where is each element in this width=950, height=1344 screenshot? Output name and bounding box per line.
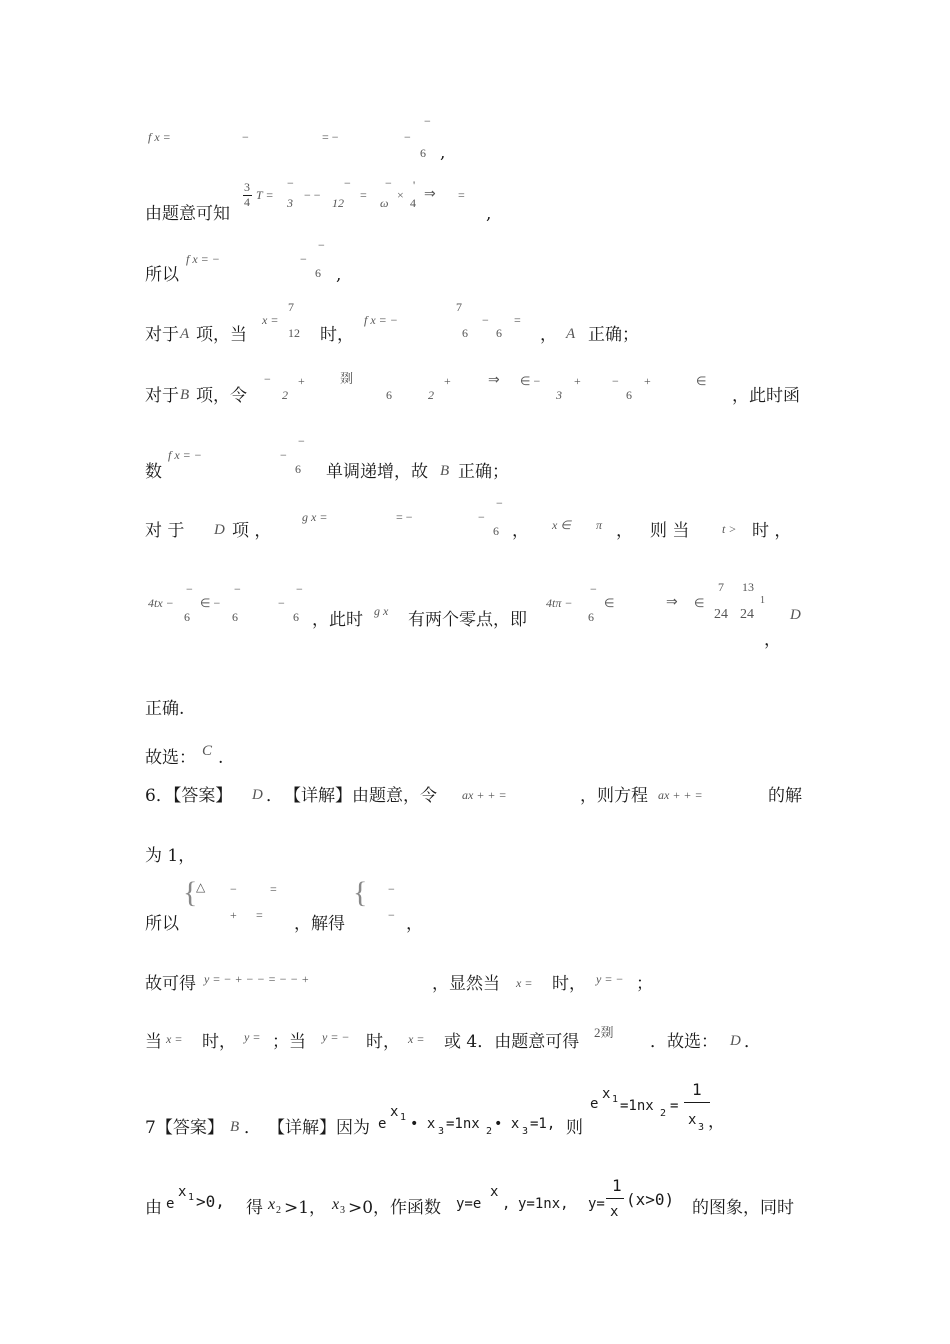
text: 的图象，同时 <box>692 1198 794 1218</box>
math-eq: = <box>670 1098 679 1114</box>
text: >0，作函数 <box>348 1198 442 1218</box>
math-times: × <box>397 188 404 202</box>
math-B: B <box>230 1119 240 1135</box>
math-plus: + <box>644 374 651 388</box>
math-six: 6 <box>386 388 392 402</box>
text: 由题意可知 <box>145 204 230 224</box>
math-minus: − <box>388 882 395 896</box>
math-plus: + <box>298 374 305 388</box>
math-C: C <box>202 743 213 759</box>
question-number: 7【答案】 <box>145 1118 224 1138</box>
text: ；当 <box>272 1032 306 1052</box>
math-one: 1 <box>760 595 765 606</box>
fraction-bar <box>684 1102 710 1103</box>
math-y-eq-1nx: y=1nx, <box>518 1196 569 1212</box>
math-minus: − <box>300 252 307 266</box>
math-minus: − <box>278 596 285 610</box>
math-plus: + <box>444 374 451 388</box>
math-in: ∈ <box>696 374 707 388</box>
math-four: 4 <box>244 195 250 209</box>
text: ． <box>244 1118 261 1138</box>
math-six: 6 <box>293 610 299 624</box>
math-six: 6 <box>184 610 190 624</box>
text: 时， <box>552 974 586 994</box>
text: 单调递增，故 <box>326 462 428 482</box>
math-one: 1 <box>612 1176 622 1195</box>
text: ． <box>744 1032 761 1052</box>
math-brace: { <box>183 876 198 909</box>
math-24: 24 <box>740 607 754 622</box>
math-eq: = <box>360 188 367 202</box>
math-six: 6 <box>295 462 301 476</box>
text: 或 4．由题意可得 <box>444 1032 580 1052</box>
math-sub: 1 <box>188 1192 195 1203</box>
math-sub: 2 <box>276 1205 281 1216</box>
text: 数 <box>145 462 162 482</box>
math-six: 6 <box>588 610 594 624</box>
math-minus: − <box>482 313 489 327</box>
math-minus: − <box>264 372 271 386</box>
math-k: 剟 <box>340 371 354 386</box>
text: 则 当 <box>650 521 690 541</box>
math-sub: 3 <box>522 1126 529 1137</box>
math-six: 6 <box>232 610 238 624</box>
math-4tpi: 4tπ − <box>546 596 573 610</box>
math-gx: g x = <box>302 510 328 524</box>
text: 时， <box>320 325 354 345</box>
text: 项，令 <box>196 386 247 406</box>
math-eq: = <box>458 188 465 202</box>
comma: , <box>440 143 446 163</box>
math-gx: g x <box>374 604 389 618</box>
text: 【详解】由题意，令 <box>284 786 437 806</box>
math-minus: − <box>404 130 411 144</box>
text: 时， <box>202 1032 236 1052</box>
math-three: 3 <box>244 180 250 194</box>
math-sub: 1 <box>612 1094 619 1105</box>
math-y-expression: y = − + − − = − − + <box>204 972 310 986</box>
math-two: 2 <box>282 388 288 402</box>
math-thirteen: 13 <box>742 580 754 594</box>
math-bar: − <box>385 176 392 190</box>
math-minus: − <box>388 908 395 922</box>
text: ，解得 <box>294 914 345 934</box>
math-plus: + <box>574 374 581 388</box>
question-number: 6．【答案】 <box>145 786 233 806</box>
text: 则 <box>566 1118 583 1138</box>
comma: ， <box>406 914 423 934</box>
math-24: 24 <box>714 607 728 622</box>
math-bar: − <box>318 238 325 252</box>
text: 正确； <box>588 325 639 345</box>
text: 时， <box>366 1032 400 1052</box>
math-x: x <box>178 1184 187 1200</box>
math-x-eq: x = <box>166 1032 183 1046</box>
math-x: x <box>390 1104 399 1120</box>
math-condition: (x>0) <box>626 1190 675 1209</box>
text: ，显然当 <box>432 974 500 994</box>
math-eq1: =1, <box>530 1116 556 1132</box>
math-bar: − <box>496 496 503 510</box>
math-y-eq: y = <box>244 1030 261 1044</box>
text: 对 于 <box>145 521 185 541</box>
math-x: x <box>490 1184 499 1200</box>
text: 得 <box>246 1198 263 1218</box>
math-dot-x: • x <box>410 1116 436 1132</box>
comma: , <box>486 204 492 224</box>
math-in: ∈ <box>694 596 705 610</box>
math-sub: 3 <box>340 1205 345 1216</box>
math-ax: ax + + = <box>462 788 507 802</box>
math-eq-1nx: =1nx <box>446 1116 480 1132</box>
math-minus: − <box>478 510 485 524</box>
math-implies: ⇒ <box>424 187 436 202</box>
math-three: 3 <box>556 388 562 402</box>
math-twelve: 12 <box>288 326 300 340</box>
math-x: x <box>602 1086 611 1102</box>
math-e: e <box>590 1096 599 1112</box>
text: 所以 <box>145 914 179 934</box>
math-four: 4 <box>410 196 416 210</box>
text: >1， <box>284 1198 327 1218</box>
text: 对于 <box>145 325 179 345</box>
text: 故可得 <box>145 974 196 994</box>
math-bar: − <box>186 582 193 596</box>
text: 项 ， <box>232 521 272 541</box>
math-A: A <box>566 326 576 342</box>
math-D: D <box>730 1033 741 1049</box>
math-y-eq: y= <box>588 1196 605 1212</box>
text: 有两个零点，即 <box>408 610 527 630</box>
math-eq: = <box>256 908 263 922</box>
comma: ， <box>708 1112 725 1132</box>
comma: , <box>502 1196 511 1212</box>
math-eq: = <box>270 882 277 896</box>
math-y-eq-e: y=e <box>456 1196 482 1212</box>
comma: ， <box>540 325 557 345</box>
math-fx: f x = − <box>186 252 220 266</box>
math-minus: − <box>280 448 287 462</box>
math-pi: π <box>596 518 603 532</box>
math-eq: = <box>514 313 521 327</box>
math-bar: − <box>234 582 241 596</box>
math-six: 6 <box>420 146 426 160</box>
math-gt: >0, <box>196 1192 225 1211</box>
math-three: 3 <box>287 196 293 210</box>
math-plus: + <box>230 908 237 922</box>
math-D: D <box>252 787 263 803</box>
conclusion-correct: 正确. <box>145 699 185 719</box>
math-seven: 7 <box>288 300 294 314</box>
math-x: x <box>268 1196 276 1213</box>
text: ，则方程 <box>580 786 648 806</box>
math-seven: 7 <box>456 300 462 314</box>
math-x-eq: x = <box>408 1032 425 1046</box>
math-omega: ω <box>380 196 389 210</box>
math-x-in: x ∈ <box>552 518 571 532</box>
text: 【详解】因为 <box>268 1118 370 1138</box>
math-sub: 3 <box>438 1126 445 1137</box>
math-T: T = <box>256 188 274 202</box>
comma: ， <box>764 630 781 650</box>
text: 当 <box>145 1032 162 1052</box>
math-six: 6 <box>493 524 499 538</box>
math-sub: 1 <box>400 1112 407 1123</box>
math-x: x <box>688 1112 697 1128</box>
math-x: x <box>332 1196 340 1213</box>
text: 时 ， <box>752 521 792 541</box>
math-bar: − <box>287 176 294 190</box>
text: 的解 <box>768 786 802 806</box>
text: 由 <box>145 1198 162 1218</box>
math-ax: ax + + = <box>658 788 703 802</box>
math-minus: − <box>230 882 237 896</box>
math-fx: f x = <box>148 130 171 144</box>
math-in: ∈ <box>604 596 615 610</box>
text: 正确； <box>458 462 509 482</box>
math-sub: 2 <box>660 1108 667 1119</box>
comma: ， <box>616 521 633 541</box>
math-k: 2剟 <box>594 1025 614 1040</box>
math-B: B <box>440 463 450 479</box>
math-A: A <box>180 326 190 342</box>
math-B: B <box>180 387 190 403</box>
math-t-gt: t > <box>722 522 737 536</box>
math-fx: f x = − <box>364 313 398 327</box>
math-minus: − <box>612 374 619 388</box>
math-brace: { <box>353 876 368 909</box>
text: 为 1， <box>145 846 196 866</box>
math-dot-x: • x <box>494 1116 520 1132</box>
math-sub: 2 <box>486 1126 493 1137</box>
math-x-eq: x = <box>516 976 533 990</box>
text: ．故选： <box>650 1032 718 1052</box>
math-tick: ' <box>413 178 416 192</box>
math-six: 6 <box>626 388 632 402</box>
comma: ， <box>512 521 529 541</box>
math-two: 2 <box>428 388 434 402</box>
text: ，此时函 <box>732 386 800 406</box>
text: ； <box>636 974 653 994</box>
math-y-eq: y = − <box>596 972 624 986</box>
math-D: D <box>214 522 225 538</box>
text: ，此时 <box>312 610 363 630</box>
math-sub: 3 <box>698 1122 705 1133</box>
math-six: 6 <box>496 326 502 340</box>
math-4tx: 4tx − <box>148 596 174 610</box>
text: 所以 <box>145 265 179 285</box>
math-bar: − <box>590 582 597 596</box>
math-twelve: 12 <box>332 196 344 210</box>
math-bar: − <box>298 434 305 448</box>
math-y-eq: y = − <box>322 1030 350 1044</box>
math-six: 6 <box>315 266 321 280</box>
text: 故选： <box>145 748 196 768</box>
math-eq-1nx: =1nx <box>620 1098 654 1114</box>
math-delta: △ <box>196 880 206 894</box>
math-eq-minus: = − <box>322 130 339 144</box>
math-fx: f x = − <box>168 448 202 462</box>
math-x: x <box>610 1204 619 1220</box>
math-minus: − <box>242 130 249 144</box>
math-bar: − <box>296 582 303 596</box>
fraction-bar <box>606 1198 624 1199</box>
math-in: ∈ − <box>520 374 541 388</box>
text: 项，当 <box>196 325 247 345</box>
math-implies: ⇒ <box>488 373 500 388</box>
comma: , <box>336 265 342 285</box>
math-e: e <box>378 1116 387 1132</box>
math-x-eq: x = <box>262 313 279 327</box>
math-seven: 7 <box>718 580 724 594</box>
math-minus: − − <box>304 188 321 202</box>
math-implies: ⇒ <box>666 595 678 610</box>
text: ． <box>266 786 283 806</box>
math-bar: − <box>424 114 431 128</box>
math-one: 1 <box>692 1080 702 1099</box>
math-eq-minus: = − <box>396 510 413 524</box>
math-six: 6 <box>462 326 468 340</box>
text: . <box>218 748 224 768</box>
math-D: D <box>790 607 801 623</box>
math-e: e <box>166 1196 175 1212</box>
text: 对于 <box>145 386 179 406</box>
math-in: ∈ − <box>200 596 221 610</box>
math-bar: − <box>344 176 351 190</box>
